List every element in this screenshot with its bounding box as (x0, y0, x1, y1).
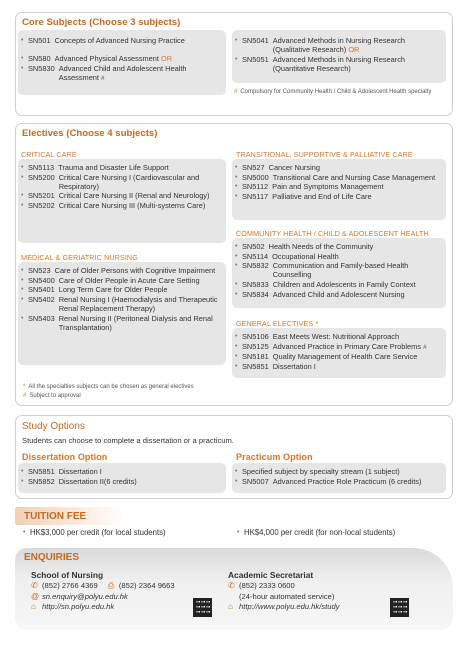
elective-item: • SN5181 Quality Management of Health Care Service (234, 352, 444, 361)
secretariat-web-row (228, 602, 339, 613)
palliative-list (234, 163, 444, 201)
core-item: • SN5041 Advanced Methods in Nursing Research (Qualitative Research) OR (234, 36, 444, 54)
elective-item: • SN5000 Transitional Care and Nursing Case Management (234, 173, 444, 182)
home-icon: ⌂ (31, 602, 36, 612)
secretariat-web-link[interactable]: http://www.polyu.edu.hk/study (239, 602, 340, 612)
study-item: • SN5852 Dissertation II(6 credits) (20, 477, 224, 486)
elective-item: • SN5851 Dissertation I (234, 362, 444, 371)
elective-item: • SN5833 Children and Adolescents in Family Context (234, 280, 444, 289)
practicum-option-heading: Practicum Option (236, 452, 313, 462)
school-web-link[interactable]: http://sn.polyu.edu.hk (42, 602, 115, 612)
home-icon: ⌂ (228, 602, 233, 612)
phone-icon: ✆ (228, 580, 235, 590)
critical-care-list (20, 163, 224, 211)
elective-item: • SN5834 Advanced Child and Adolescent Nursing (234, 290, 444, 299)
community-health-heading: COMMUNITY HEALTH / CHILD & ADOLESCENT HEALTH (236, 229, 429, 238)
medical-geriatric-heading: MEDICAL & GERIATRIC NURSING (21, 253, 138, 262)
elective-item: • SN502 Health Needs of the Community (234, 242, 444, 251)
study-options-title: Study Options (22, 421, 85, 432)
core-item: • SN580 Advanced Physical Assessment OR (20, 54, 224, 63)
tuition-local: • HK$3,000 per credit (for local students) (22, 528, 227, 537)
elective-item: • SN5200 Critical Care Nursing I (Cardiovascular and Respiratory) (20, 173, 224, 191)
elective-item: • SN5125 Advanced Practice in Primary Care Problems # (234, 342, 444, 352)
core-subjects-title: Core Subjects (Choose 3 subjects) (22, 17, 181, 28)
elective-item: • SN523 Care of Older Persons with Cognitive Impairment (20, 266, 224, 275)
school-phone-row (31, 581, 175, 592)
dissertation-option-heading: Dissertation Option (22, 452, 108, 462)
school-name: School of Nursing (31, 570, 104, 580)
secretariat-name: Academic Secretariat (228, 570, 314, 580)
tuition-nonlocal: • HK$4,000 per credit (for non-local students) (236, 528, 448, 537)
secretariat-phone: (852) 2333 0600 (239, 580, 295, 590)
school-email-link[interactable]: sn.enquiry@polyu.edu.hk (42, 591, 128, 601)
elective-item: • SN5201 Critical Care Nursing II (Renal and Neurology) (20, 191, 224, 200)
elective-item: • SN5402 Renal Nursing I (Haemodialysis and Therapeutic Renal Replacement Therapy) (20, 295, 224, 313)
core-left-list (20, 36, 224, 84)
core-item: • SN5051 Advanced Methods in Nursing Research (Quantitative Research) (234, 55, 444, 73)
community-health-list (234, 242, 444, 299)
elective-item: • SN5832 Communication and Family-based Health Counselling (234, 261, 444, 279)
electives-note-1: * All the specialties subjects can be chosen as general electives (23, 384, 194, 390)
critical-care-heading: CRITICAL CARE (21, 150, 77, 159)
practicum-list (234, 467, 446, 486)
study-item: • SN5851 Dissertation I (20, 467, 224, 476)
tuition-local-list (22, 528, 227, 538)
palliative-heading: TRANSITIONAL, SUPPORTIVE & PALLIATIVE CARE (236, 150, 413, 159)
qr-code-icon (390, 598, 409, 617)
study-item: • SN5007 Advanced Practice Role Practicum (6 credits) (234, 477, 446, 486)
elective-item: • SN5114 Occupational Health (234, 252, 444, 261)
secretariat-phone-row (228, 581, 339, 592)
elective-item: • SN5112 Pain and Symptoms Management (234, 182, 444, 191)
general-electives-heading: GENERAL ELECTIVES * (236, 319, 319, 328)
fax-icon: ⎙ (107, 580, 115, 590)
school-web-row (31, 602, 175, 613)
academic-secretariat-block (228, 570, 339, 613)
secretariat-phone-note: (24-hour automated service) (239, 591, 335, 601)
school-fax: (852) 2364 9663 (118, 580, 175, 590)
tuition-nonlocal-list (236, 528, 448, 538)
electives-title: Electives (Choose 4 subjects) (22, 128, 158, 139)
elective-item: • SN5106 East Meets West: Nutritional Approach (234, 332, 444, 341)
school-phone: (852) 2766 4369 (42, 580, 98, 590)
school-of-nursing-block (31, 570, 175, 613)
school-email-row (31, 592, 175, 603)
qr-code-icon (193, 598, 212, 617)
core-note: # Compulsory for Community Health / Child & Adolescent Health specialty (234, 89, 432, 95)
core-right-list (234, 36, 444, 74)
elective-item: • SN5113 Trauma and Disaster Life Support (20, 163, 224, 172)
electives-note-2: # Subject to approval (23, 393, 81, 399)
elective-item: • SN5400 Care of Older People in Acute Care Setting (20, 276, 224, 285)
core-item: • SN5830 Advanced Child and Adolescent Health Assessment # (20, 64, 224, 83)
email-icon: @ (31, 591, 40, 601)
elective-item: • SN5403 Renal Nursing II (Peritoneal Dialysis and Renal Transplantation) (20, 314, 224, 332)
tuition-fee-title: TUITION FEE (24, 511, 87, 522)
general-electives-list (234, 332, 444, 371)
elective-item: • SN5401 Long Term Care for Older People (20, 285, 224, 294)
dissertation-list (20, 467, 224, 486)
medical-geriatric-list (20, 266, 224, 332)
study-item: • Specified subject by specialty stream (1 subject) (234, 467, 446, 476)
phone-icon: ✆ (31, 580, 38, 590)
core-item: • SN501 Concepts of Advanced Nursing Practice (20, 36, 224, 45)
enquiries-title: ENQUIRIES (24, 552, 80, 563)
elective-item: • SN527 Cancer Nursing (234, 163, 444, 172)
study-options-intro: Students can choose to complete a dissertation or a practicum. (22, 436, 234, 445)
elective-item: • SN5117 Palliative and End of Life Care (234, 192, 444, 201)
elective-item: • SN5202 Critical Care Nursing III (Multi-systems Care) (20, 201, 224, 210)
